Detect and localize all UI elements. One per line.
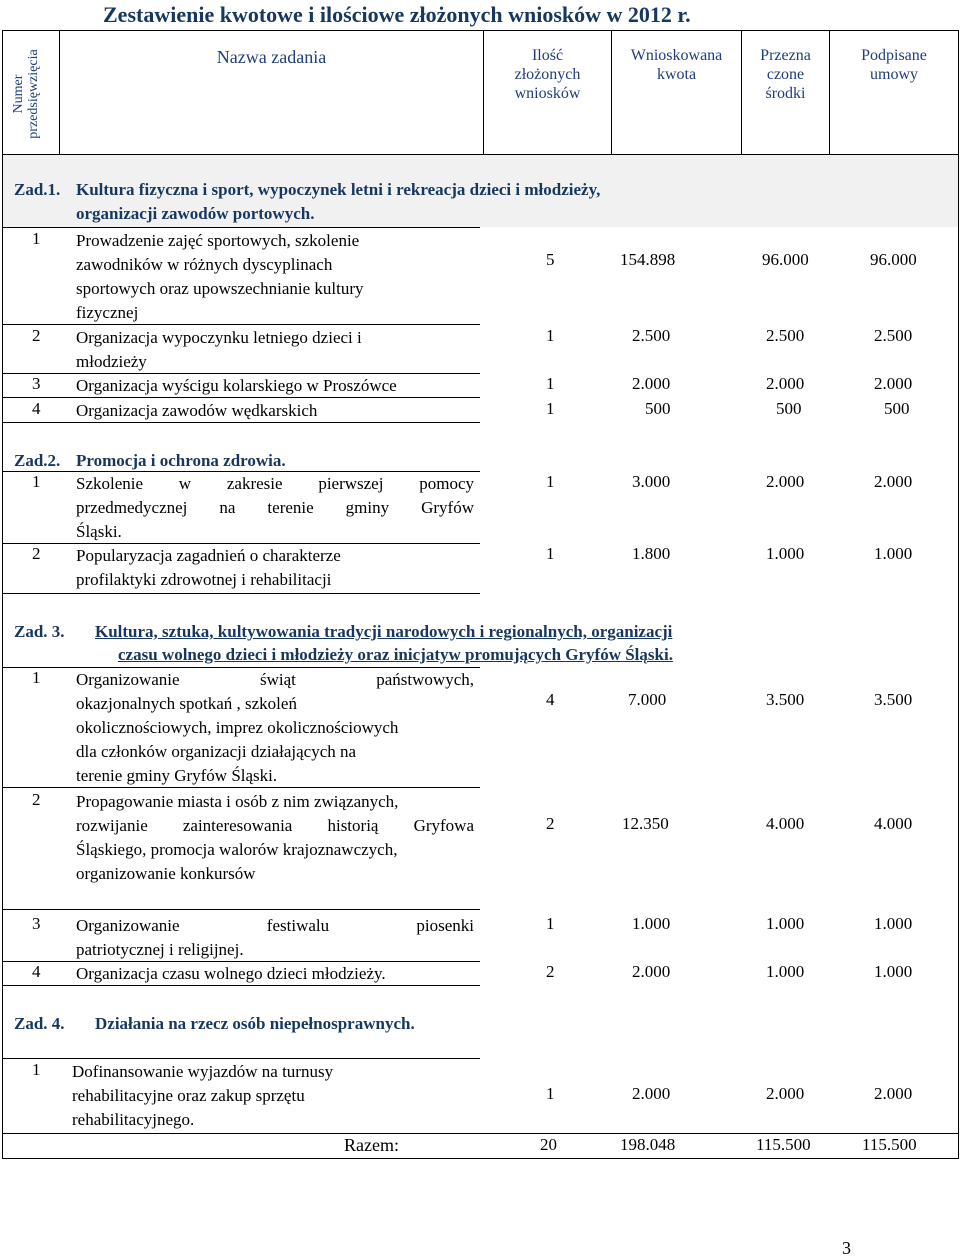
- row-number: 4: [32, 399, 41, 418]
- cell-requested: 1.000: [632, 914, 671, 933]
- row-rule: [2, 324, 480, 325]
- row-rule: [2, 787, 480, 788]
- cell-requested: 1.800: [632, 544, 671, 563]
- row-number: 3: [32, 914, 41, 933]
- total-count: 20: [540, 1135, 557, 1154]
- task-description: patriotycznej i religijnej.: [76, 940, 244, 959]
- column-header-number: Numer przedsięwzięcia: [11, 49, 41, 139]
- table-right-rule: [958, 30, 959, 1158]
- cell-signed: 2.000: [874, 1084, 913, 1103]
- cell-requested: 2.000: [632, 1084, 671, 1103]
- total-requested: 198.048: [620, 1135, 676, 1154]
- cell-requested: 500: [645, 399, 671, 418]
- cell-allocated: 1.000: [766, 962, 805, 981]
- row-number: 3: [32, 374, 41, 393]
- cell-requested: 2.000: [632, 374, 671, 393]
- row-number: 1: [32, 1060, 41, 1079]
- total-label: Razem:: [344, 1135, 399, 1155]
- cell-allocated: 1.000: [766, 914, 805, 933]
- section-title: Kultura fizyczna i sport, wypoczynek letni i rekreacja dzieci i młodzieży,: [76, 180, 601, 199]
- task-description: Organizacja wypoczynku letniego dzieci i młodzieży: [76, 328, 362, 371]
- cell-signed: 4.000: [874, 814, 913, 833]
- row-rule: [2, 985, 480, 986]
- cell-signed: 96.000: [870, 250, 917, 269]
- task-description: rozwijanie zainteresowania historią Gryfowa: [76, 816, 474, 835]
- task-description: Śląski.: [76, 522, 122, 541]
- section-code: Zad. 3.: [14, 622, 65, 641]
- task-description: Dofinansowanie wyjazdów na turnusy rehabilitacyjne oraz zakup sprzętu rehabilitacyjnego.: [72, 1062, 334, 1129]
- section-code: Zad.2.: [14, 451, 61, 470]
- row-number: 2: [32, 790, 41, 809]
- cell-count: 1: [546, 374, 555, 393]
- cell-allocated: 96.000: [762, 250, 809, 269]
- page-number: 3: [842, 1238, 851, 1258]
- cell-count: 1: [546, 399, 555, 418]
- cell-requested: 2.500: [632, 326, 671, 345]
- cell-allocated: 500: [776, 399, 802, 418]
- task-description: Organizacja wyścigu kolarskiego w Proszówce: [76, 376, 397, 395]
- total-top-rule: [2, 1133, 959, 1134]
- cell-count: 2: [546, 962, 555, 981]
- task-description: Organizowanie festiwalu piosenki: [76, 916, 474, 935]
- task-description: Szkolenie w zakresie pierwszej pomocy przedmedycznej na terenie gminy Gryfów: [76, 474, 474, 517]
- cell-count: 1: [546, 472, 555, 491]
- cell-allocated: 3.500: [766, 690, 805, 709]
- cell-count: 1: [546, 326, 555, 345]
- cell-requested: 12.350: [622, 814, 669, 833]
- task-description: Organizacja czasu wolnego dzieci młodzieży.: [76, 964, 386, 983]
- task-description: Prowadzenie zajęć sportowych, szkolenie zawodników w różnych dyscyplinach sportowych oraz upowszechnianie kultury fizycznej: [76, 231, 364, 322]
- cell-signed: 500: [884, 399, 910, 418]
- column-header-signed: Podpisane umowy: [861, 47, 927, 83]
- row-number: 2: [32, 326, 41, 345]
- cell-signed: 1.000: [874, 544, 913, 563]
- row-number: 1: [32, 668, 41, 687]
- column-header-count: Ilość złożonych wniosków: [514, 47, 581, 102]
- cell-requested: 7.000: [628, 690, 667, 709]
- column-header-allocated: Przezna czone środki: [760, 47, 811, 102]
- document-title: Zestawienie kwotowe i ilościowe złożonych wniosków w 2012 r.: [103, 2, 691, 27]
- cell-allocated: 2.000: [766, 1084, 805, 1103]
- total-signed: 115.500: [862, 1135, 917, 1154]
- cell-allocated: 1.000: [766, 544, 805, 563]
- cell-signed: 1.000: [874, 962, 913, 981]
- cell-count: 1: [546, 914, 555, 933]
- section-title: Promocja i ochrona zdrowia.: [76, 451, 286, 470]
- cell-signed: 2.000: [874, 472, 913, 491]
- row-number: 1: [32, 472, 41, 491]
- row-number: 4: [32, 962, 41, 981]
- section-code: Zad. 4.: [14, 1014, 65, 1033]
- cell-count: 1: [546, 544, 555, 563]
- column-header-requested: Wnioskowana kwota: [630, 47, 723, 83]
- row-rule: [2, 593, 480, 594]
- task-description: Propagowanie miasta i osób z nim związanych,: [76, 792, 399, 811]
- cell-requested: 3.000: [632, 472, 671, 491]
- cell-signed: 3.500: [874, 690, 913, 709]
- section-title: Kultura, sztuka, kultywowania tradycji narodowych i regionalnych, organizacji: [95, 622, 673, 641]
- cell-signed: 1.000: [874, 914, 913, 933]
- row-rule: [2, 397, 480, 398]
- column-header-name: Nazwa zadania: [216, 47, 327, 67]
- cell-requested: 2.000: [632, 962, 671, 981]
- cell-count: 1: [546, 1084, 555, 1103]
- cell-allocated: 2.000: [766, 374, 805, 393]
- task-description: Popularyzacja zagadnień o charakterze profilaktyki zdrowotnej i rehabilitacji: [76, 546, 341, 589]
- section-title: Działania na rzecz osób niepełnosprawnych.: [95, 1014, 415, 1033]
- task-description: Organizowanie świąt państwowych,: [76, 670, 474, 689]
- row-rule: [2, 422, 480, 423]
- row-number: 2: [32, 544, 41, 563]
- cell-signed: 2.500: [874, 326, 913, 345]
- header-top-rule: [2, 30, 959, 31]
- cell-allocated: 2.000: [766, 472, 805, 491]
- row-rule: [2, 909, 480, 910]
- row-number: 1: [32, 229, 41, 248]
- cell-allocated: 4.000: [766, 814, 805, 833]
- section-title: czasu wolnego dzieci i młodzieży oraz inicjatyw promujących Gryfów Śląski.: [118, 645, 673, 664]
- row-rule: [2, 1058, 480, 1059]
- cell-allocated: 2.500: [766, 326, 805, 345]
- table-bottom-rule: [2, 1158, 959, 1159]
- total-allocated: 115.500: [756, 1135, 811, 1154]
- cell-signed: 2.000: [874, 374, 913, 393]
- task-description: Śląskiego, promocja walorów krajoznawczych, organizowanie konkursów: [76, 840, 398, 883]
- task-description: okazjonalnych spotkań , szkoleń okolicznościowych, imprez okolicznościowych dla członków organizacji działających na terenie gminy Gryfów Śląski.: [76, 694, 399, 785]
- cell-requested: 154.898: [620, 250, 676, 269]
- cell-count: 5: [546, 250, 555, 269]
- cell-count: 2: [546, 814, 555, 833]
- section-title: organizacji zawodów portowych.: [76, 204, 315, 223]
- cell-count: 4: [546, 690, 555, 709]
- section-code: Zad.1.: [14, 180, 61, 199]
- task-description: Organizacja zawodów wędkarskich: [76, 401, 318, 420]
- row-rule: [2, 227, 480, 228]
